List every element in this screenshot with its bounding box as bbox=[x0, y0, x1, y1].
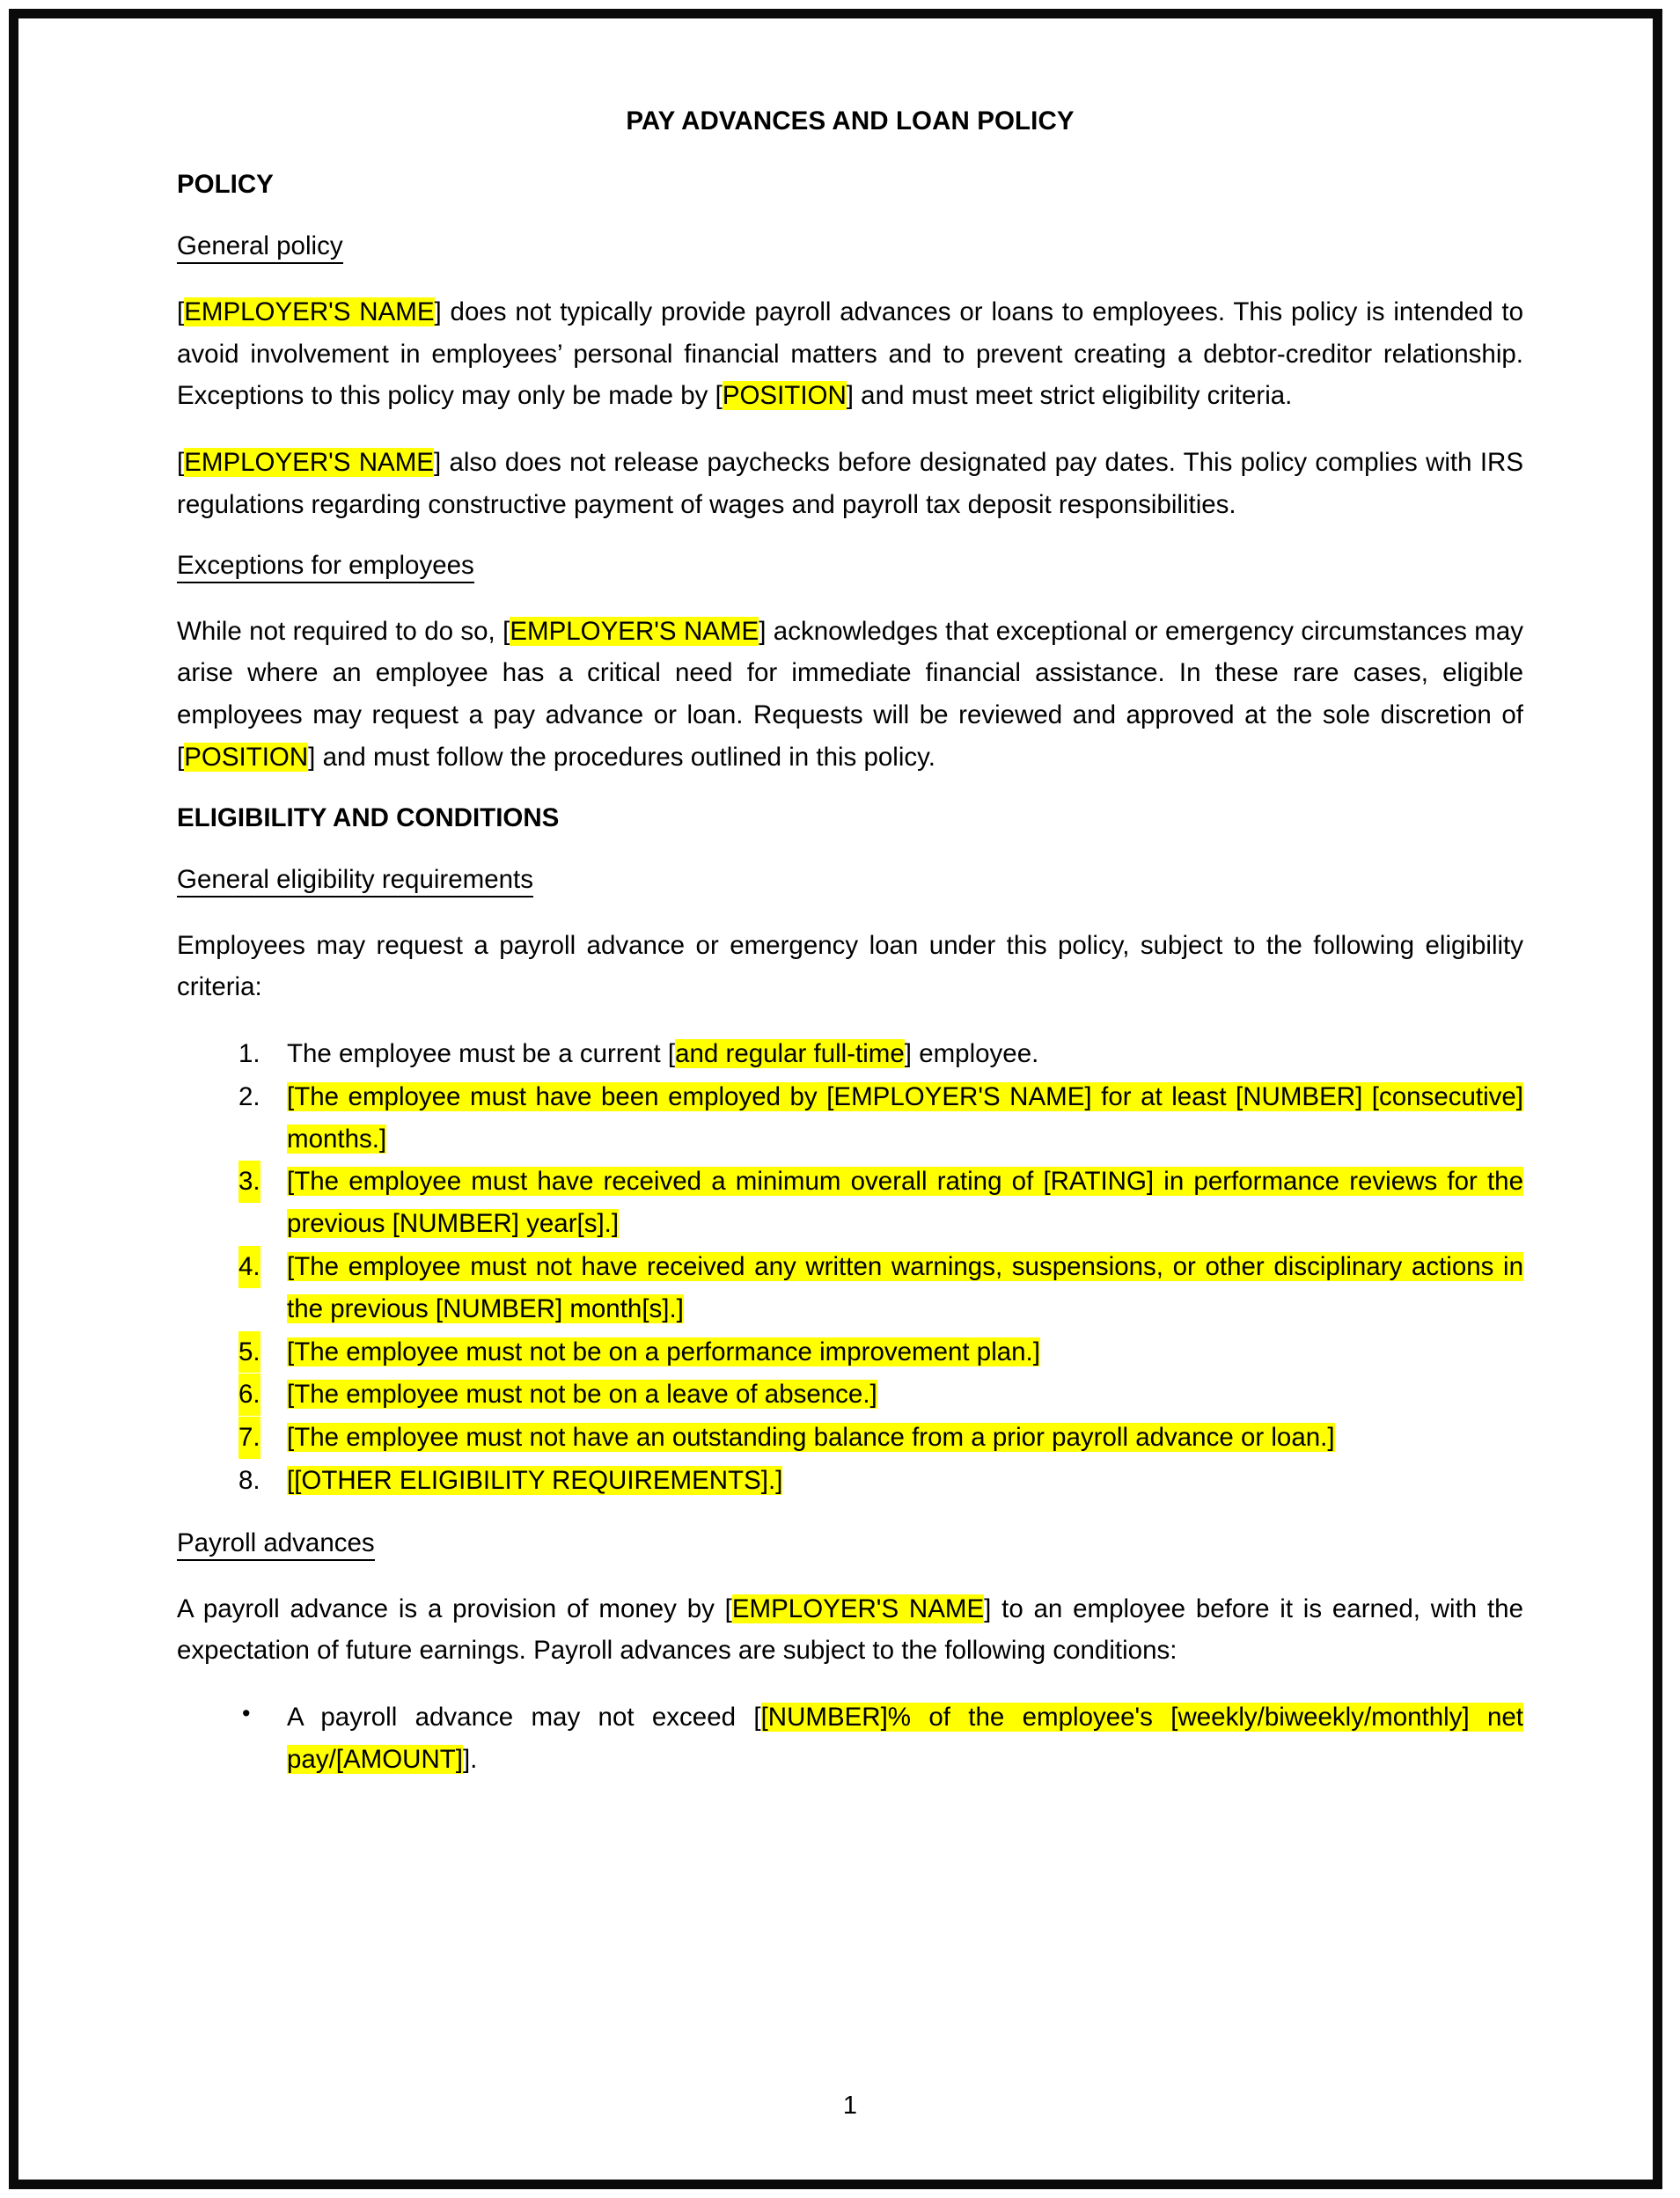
bullet-icon: • bbox=[242, 1700, 251, 1727]
highlighted-requirement-text: [The employee must not be on a performance improvement plan.] bbox=[287, 1337, 1040, 1366]
text-segment: [ bbox=[177, 448, 185, 478]
text-segment: ]. bbox=[462, 1744, 478, 1774]
page-number: 1 bbox=[842, 2092, 858, 2120]
text-segment: ] acknowledges that exceptional or emergency circumstances may arise where an employee has a critical need for immediate financial assistance. In these rare cases, eligible employees may request a pay advance or loan. Requests will be reviewed and approved at the sole discretion of [ bbox=[177, 616, 1523, 772]
text-segment: While not required to do so, [ bbox=[177, 616, 510, 646]
eligibility-requirement-item bbox=[177, 1161, 1523, 1245]
eligibility-requirement-item bbox=[177, 1417, 1523, 1459]
text-segment: [ bbox=[177, 297, 185, 326]
subheading-payroll-advances-text: Payroll advances bbox=[177, 1528, 375, 1561]
text-segment: ] and must follow the procedures outlined in this policy. bbox=[308, 742, 935, 772]
highlighted-requirement-text: [[OTHER ELIGIBILITY REQUIREMENTS].] bbox=[287, 1465, 783, 1495]
heading-policy: POLICY bbox=[177, 169, 274, 199]
eligibility-requirement-item bbox=[177, 1246, 1523, 1330]
eligibility-requirement-item bbox=[177, 1331, 1523, 1374]
payroll-advance-condition-item bbox=[177, 1696, 1523, 1781]
text-segment: ] and must meet strict eligibility criteria. bbox=[846, 381, 1293, 411]
placeholder-position: POSITION bbox=[184, 742, 309, 772]
text-segment: The employee must be a current [ bbox=[287, 1039, 676, 1069]
subheading-general-eligibility-requirements bbox=[177, 865, 1523, 895]
page-title-text: PAY ADVANCES AND LOAN POLICY bbox=[626, 106, 1075, 136]
highlighted-requirement-text: [The employee must not have an outstanding balance from a prior payroll advance or loan.] bbox=[287, 1423, 1335, 1453]
heading-eligibility-and-conditions: ELIGIBILITY AND CONDITIONS bbox=[177, 802, 560, 832]
scanned-page-frame bbox=[9, 9, 1662, 2189]
list-item-number: 1. bbox=[238, 1039, 260, 1069]
placeholder-employer-name: EMPLOYER'S NAME bbox=[731, 1594, 985, 1623]
list-item-number: 8. bbox=[238, 1465, 260, 1495]
payroll-advance-conditions-list bbox=[177, 1696, 1523, 1781]
list-item-number: 3. bbox=[238, 1161, 260, 1203]
placeholder-position: POSITION bbox=[722, 381, 847, 411]
highlighted-placeholder: and regular full-time bbox=[675, 1039, 905, 1069]
text-segment: ] also does not release paychecks before designated pay dates. This policy complies with IRS regulations regarding constructive payment of wages and payroll tax deposit responsibilities. bbox=[177, 448, 1523, 519]
list-item-number: 6. bbox=[238, 1374, 260, 1416]
subheading-payroll-advances bbox=[177, 1528, 1523, 1558]
highlighted-requirement-text: [The employee must have been employed by [EMPLOYER'S NAME] for at least [NUMBER] [consecutive] months.] bbox=[287, 1081, 1523, 1154]
list-item-number: 7. bbox=[238, 1417, 260, 1459]
page-title bbox=[177, 106, 1523, 136]
placeholder-employer-name: EMPLOYER'S NAME bbox=[510, 616, 759, 646]
paragraph-eligibility-intro: Employees may request a payroll advance or emergency loan under this policy, subject to the following eligibility criteria: bbox=[177, 930, 1523, 1002]
text-segment: ] does not typically provide payroll advances or loans to employees. This policy is intended to avoid involvement in employees’ personal financial matters and to prevent creating a debtor-creditor relationship. Exceptions to this policy may only be made by [ bbox=[177, 297, 1523, 411]
text-segment: A payroll advance may not exceed [ bbox=[287, 1703, 761, 1733]
highlighted-placeholder: [NUMBER]% of the employee's [weekly/biweekly/monthly] net pay/[AMOUNT] bbox=[287, 1703, 1523, 1774]
placeholder-employer-name: EMPLOYER'S NAME bbox=[184, 297, 435, 326]
subheading-exceptions-text: Exceptions for employees bbox=[177, 551, 474, 583]
paragraph-payroll-advances-1 bbox=[177, 1588, 1523, 1673]
text-segment: ] to an employee before it is earned, with the expectation of future earnings. Payroll advances are subject to the following conditions: bbox=[177, 1594, 1523, 1666]
subheading-exceptions-for-employees bbox=[177, 551, 1523, 581]
list-item-number: 4. bbox=[238, 1246, 260, 1288]
eligibility-requirements-list bbox=[177, 1033, 1523, 1502]
eligibility-requirement-item bbox=[177, 1033, 1523, 1075]
paragraph-exceptions-1 bbox=[177, 611, 1523, 779]
text-segment: ] employee. bbox=[904, 1039, 1039, 1069]
highlighted-requirement-text: [The employee must have received a minimum overall rating of [RATING] in performance reviews for the previous [NUMBER] year[s].] bbox=[287, 1167, 1523, 1239]
document-body bbox=[177, 106, 1523, 2120]
eligibility-requirement-item bbox=[177, 1076, 1523, 1161]
list-item-number: 5. bbox=[238, 1331, 260, 1374]
placeholder-employer-name: EMPLOYER'S NAME bbox=[184, 448, 434, 478]
eligibility-requirement-item bbox=[177, 1374, 1523, 1416]
subheading-general-policy-text: General policy bbox=[177, 231, 343, 264]
paragraph-general-policy-1 bbox=[177, 291, 1523, 417]
highlighted-requirement-text: [The employee must not have received any written warnings, suspensions, or other disciplinary actions in the previous [NUMBER] month[s].] bbox=[287, 1252, 1523, 1323]
highlighted-requirement-text: [The employee must not be on a leave of absence.] bbox=[287, 1380, 877, 1410]
paragraph-general-policy-2 bbox=[177, 442, 1523, 526]
list-item-number: 2. bbox=[238, 1081, 260, 1111]
eligibility-requirement-item bbox=[177, 1460, 1523, 1502]
subheading-general-eligibility-text: General eligibility requirements bbox=[177, 865, 533, 898]
subheading-general-policy bbox=[177, 231, 1523, 261]
text-segment: A payroll advance is a provision of money by [ bbox=[177, 1594, 732, 1623]
